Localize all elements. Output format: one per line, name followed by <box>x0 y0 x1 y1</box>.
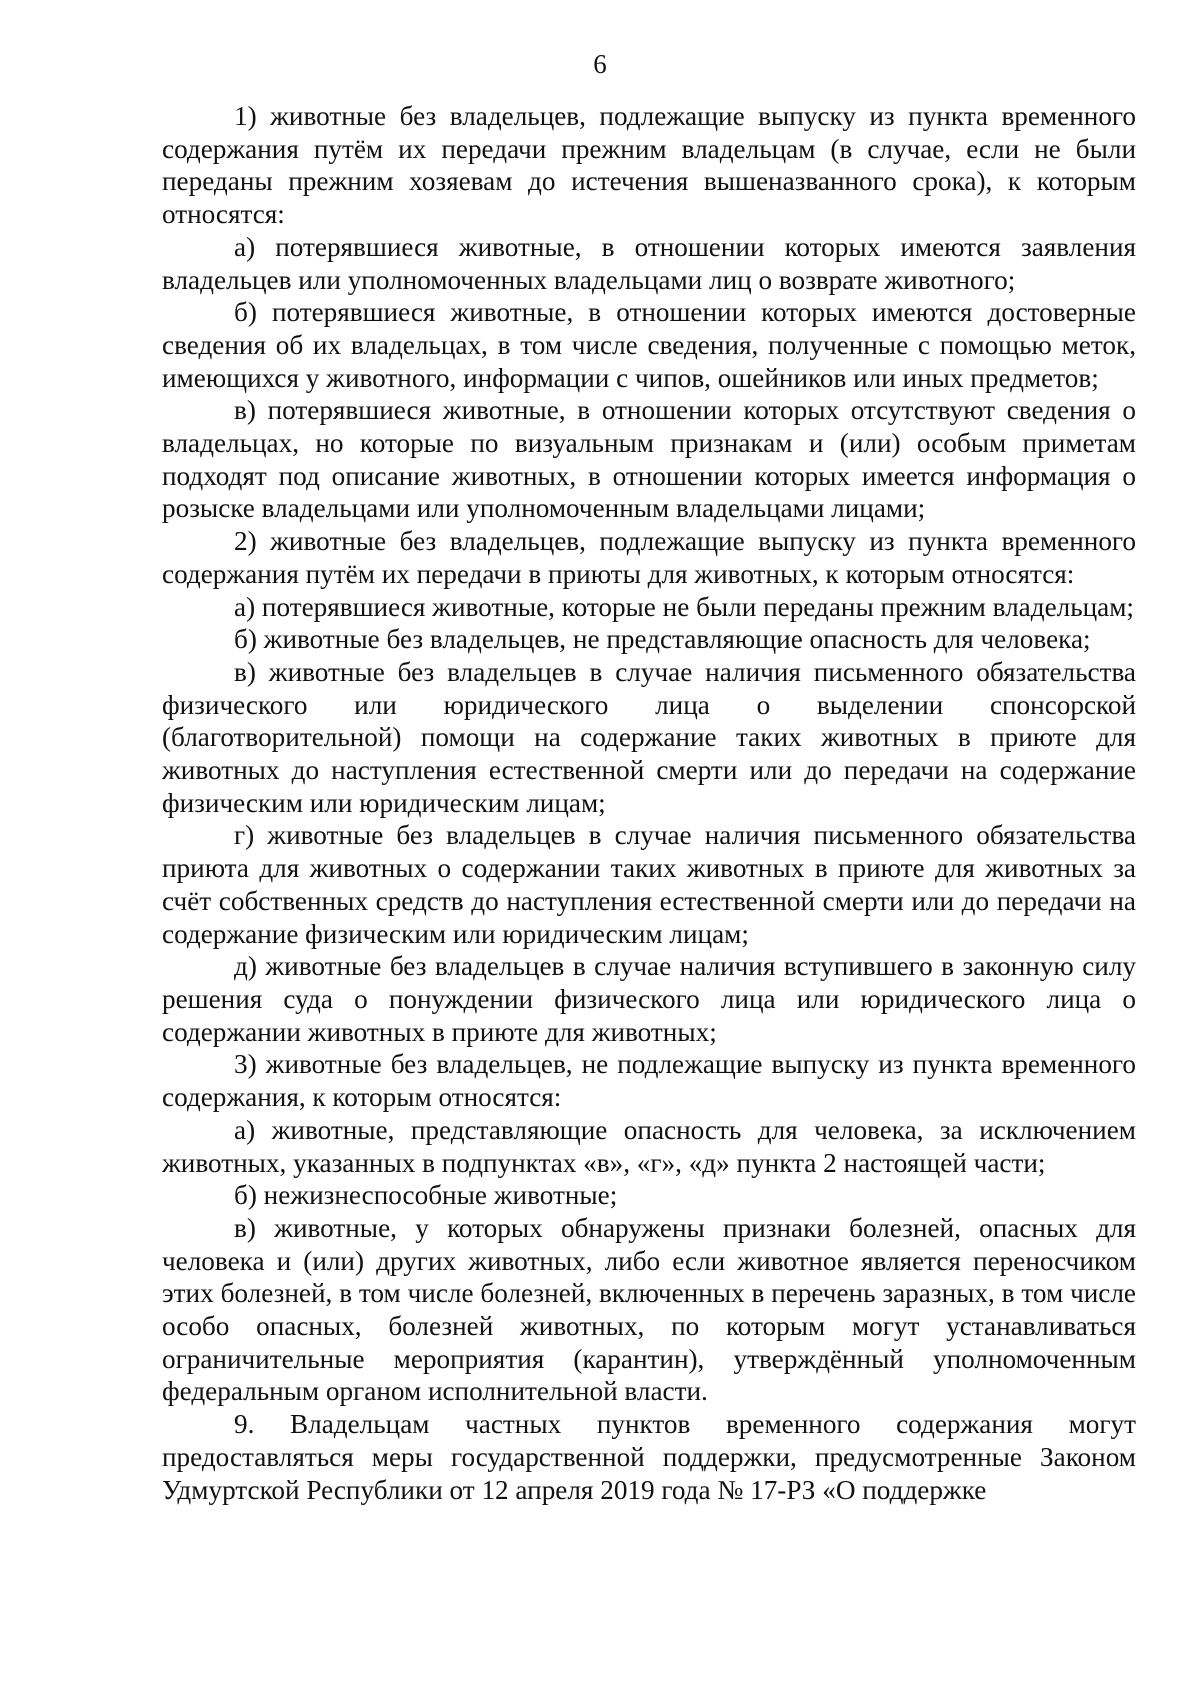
paragraph-subitem-3a: а) животные, представляющие опасность для человека, за исключением животных, указанных в подпунктах «в», «г», «д» пункта 2 настоящей части; <box>162 1114 1136 1178</box>
paragraph-subitem-2b: б) животные без владельцев, не представляющие опасность для человека; <box>234 624 1091 655</box>
paragraph-item-1: 1) животные без владельцев, подлежащие выпуску из пункта временного содержания путём их передачи прежним владельцам (в случае, если не были переданы прежним хозяевам до истечения вышеназванного срока), к которым относятся: <box>162 101 1136 230</box>
paragraph-subitem-2g: г) животные без владельцев в случае наличия письменного обязательства приюта для животных о содержании таких животных в приюте для животных за счёт собственных средств до наступления естественной смерти или до передачи на содержание физическим или юридическим лицам; <box>162 820 1136 949</box>
paragraph-subitem-3b: б) нежизнеспособные животные; <box>234 1180 618 1211</box>
paragraph-section-9: 9. Владельцам частных пунктов временного содержания могут предоставляться меры государственной поддержки, предусмотренные Законом Удмуртской Республики от 12 апреля 2019 года № 17-РЗ «О поддержке <box>162 1409 1136 1505</box>
paragraph-subitem-1v: в) потерявшиеся животные, в отношении которых отсутствуют сведения о владельцах, но которые по визуальным признакам и (или) особым приметам подходят под описание животных, в отношении которых имеется информация о розыске владельцами или уполномоченным владельцами лицами; <box>162 395 1136 524</box>
paragraph-subitem-2v: в) животные без владельцев в случае наличия письменного обязательства физического или юридического лица о выделении спонсорской (благотворительной) помощи на содержание таких животных в приюте для животных до наступления естественной смерти или до передачи на содержание физическим или юридическим лицам; <box>162 656 1136 818</box>
paragraph-subitem-2d: д) животные без владельцев в случае наличия вступившего в законную силу решения суда о понуждении физического лица или юридического лица о содержании животных в приюте для животных; <box>162 951 1136 1047</box>
paragraph-item-3: 3) животные без владельцев, не подлежащие выпуску из пункта временного содержания, к которым относятся: <box>162 1049 1136 1113</box>
paragraph-subitem-3v: в) животные, у которых обнаружены признаки болезней, опасных для человека и (или) других животных, либо если животное является переносчиком этих болезней, в том числе болезней, включенных в перечень заразных, в том числе особо опасных, болезней животных, по которым могут устанавливаться ограничительные мероприятия (карантин), утверждённый уполномоченным федеральным органом исполнительной власти. <box>162 1212 1136 1407</box>
paragraph-subitem-1b: б) потерявшиеся животные, в отношении которых имеются достоверные сведения об их владельцах, в том числе сведения, полученные с помощью меток, имеющихся у животного, информации с чипов, ошейников или иных предметов; <box>162 297 1136 393</box>
page-number: 6 <box>593 49 607 79</box>
paragraph-subitem-1a: а) потерявшиеся животные, в отношении которых имеются заявления владельцев или уполномоченных владельцами лиц о возврате животного; <box>162 231 1136 295</box>
document-body <box>162 100 1136 1506</box>
paragraph-subitem-2a: а) потерявшиеся животные, которые не были переданы прежним владельцам; <box>234 591 1134 622</box>
paragraph-item-2: 2) животные без владельцев, подлежащие выпуску из пункта временного содержания путём их передачи в приюты для животных, к которым относятся: <box>162 526 1136 589</box>
